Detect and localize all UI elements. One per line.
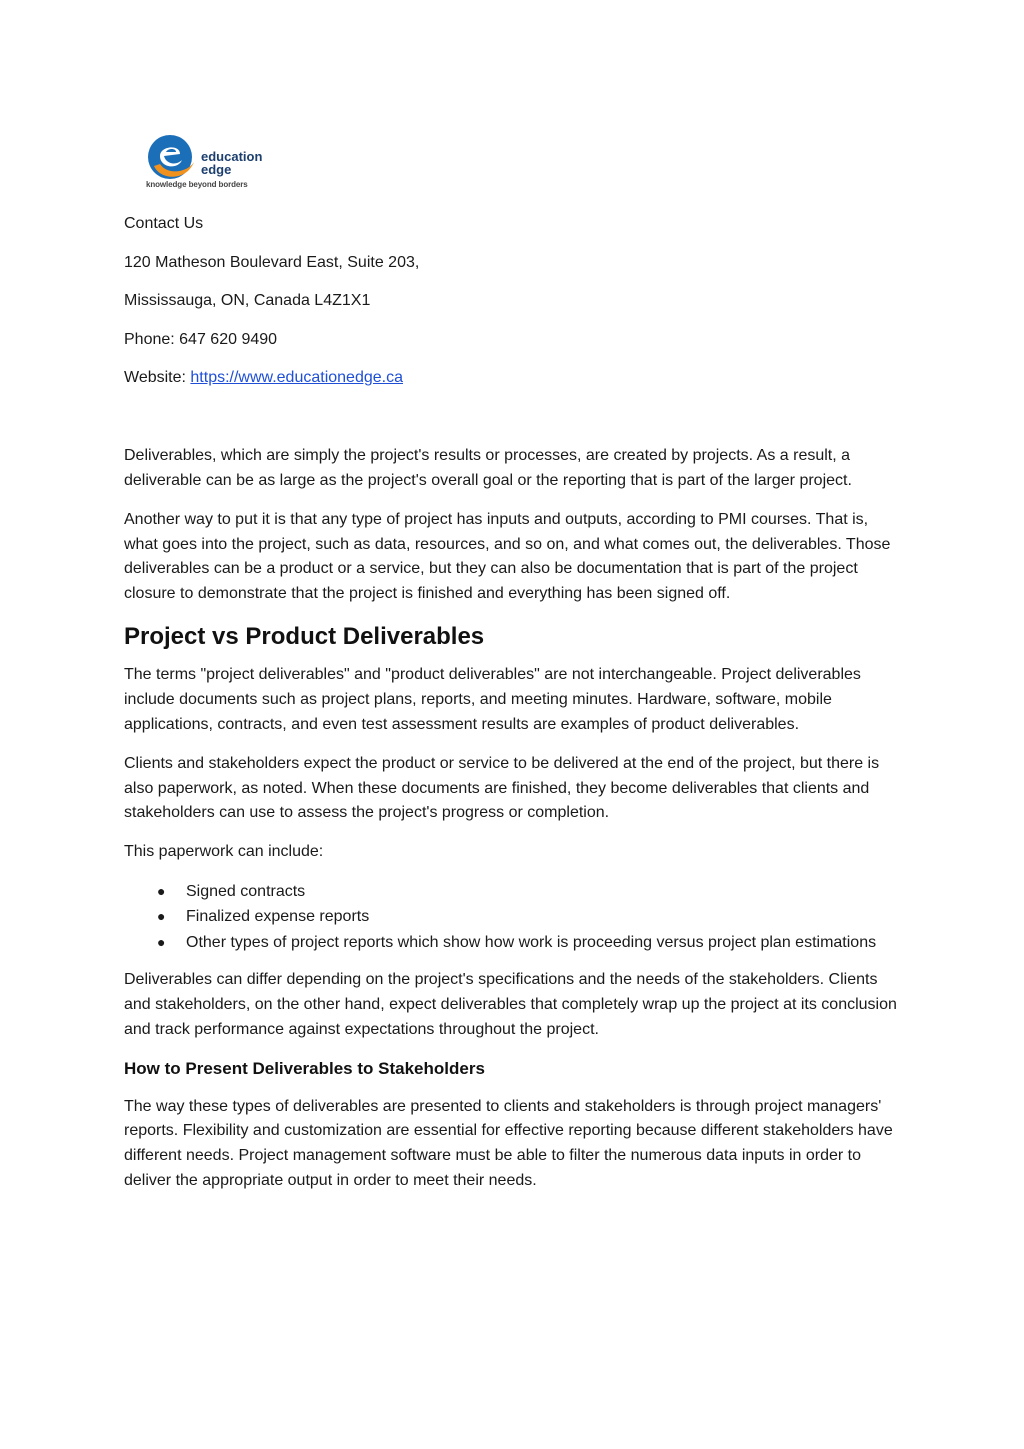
logo-word-education: education [201,149,263,164]
paragraph-intro: Deliverables, which are simply the project's results or processes, are created by projects. As a result, a deliverable can be as large as the project's overall goal or the reporting that is part of the larger project. [124,447,852,489]
website-label: Website: [124,369,191,386]
paragraph-clients-expect: Clients and stakeholders expect the product or service to be delivered at the end of the project, but there is also paperwork, as noted. When these documents are finished, they become deliverables that clients and stakeholders can use to assess the project's progress or completion. [124,754,880,822]
paragraph-terms: The terms "project deliverables" and "product deliverables" are not interchangeable. Project deliverables include documents such as project plans, reports, and meeting minutes. Hardware, software, mobile applications, contracts, and even test assessment results are examples of product deliverables. [124,666,861,733]
logo-mark-icon [146,132,198,184]
list-item-text: Signed contracts [186,882,306,900]
bullet-icon: ● [157,882,166,899]
bullet-icon: ● [157,908,166,925]
contact-heading: Contact Us [124,215,204,232]
contact-block [124,213,419,406]
list-item-text: Finalized expense reports [186,908,370,926]
address-line-1: 120 Matheson Boulevard East, Suite 203, [124,253,420,271]
paragraph-paperwork-intro: This paperwork can include: [124,843,324,861]
list-item [124,930,904,956]
logo-tagline: knowledge beyond borders [146,180,248,189]
phone-number: Phone: 647 620 9490 [124,330,278,348]
website-link[interactable]: https://www.educationedge.ca [190,369,403,386]
list-item [124,879,904,905]
logo-word-edge: edge [201,162,232,177]
bullet-icon: ● [157,933,166,950]
address-line-2: Mississauga, ON, Canada L4Z1X1 [124,292,371,309]
list-item [124,904,904,930]
paragraph-inputs-outputs: Another way to put it is that any type of project has inputs and outputs, according to PMI courses. That is, what goes into the project, such as data, resources, and so on, and what comes out, the deliverables. Those deliverables can be a product or a service, but they can also be documentation that is part of the project closure to demonstrate that the project is finished and everything has been signed off. [124,510,891,603]
section-heading-present-deliverables: How to Present Deliverables to Stakeholders [124,1058,485,1078]
list-item-text: Other types of project reports which show how work is proceeding versus project plan estimations [186,933,877,951]
paperwork-list [124,879,904,956]
company-logo [146,130,271,192]
section-heading-project-vs-product: Project vs Product Deliverables [124,623,485,651]
paragraph-reports: The way these types of deliverables are presented to clients and stakeholders is through project managers' reports. Flexibility and customization are essential for effective reporting because different stakeholders have different needs. Project management software must be able to filter the numerous data inputs in order to deliver the appropriate output in order to meet their needs. [124,1097,893,1189]
paragraph-deliverables-differ: Deliverables can differ depending on the project's specifications and the needs of the stakeholders. Clients and stakeholders, on the other hand, expect deliverables that completely wrap up the project at its conclusion and track performance against expectations throughout the project. [124,971,897,1038]
website-line [124,367,419,389]
document-body [124,444,904,1208]
